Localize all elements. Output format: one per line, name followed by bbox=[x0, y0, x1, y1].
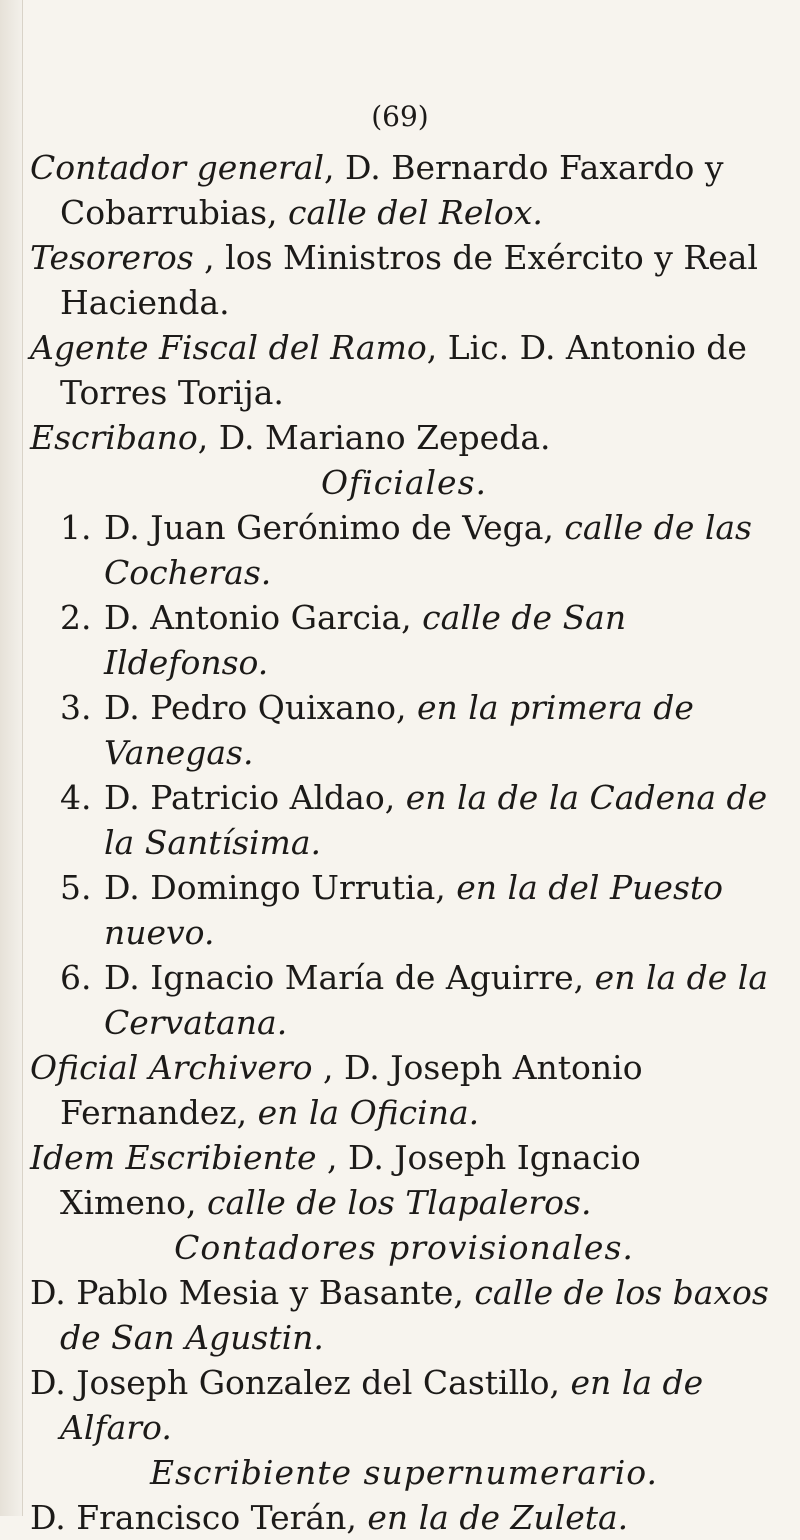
entry-title: Contador general bbox=[30, 148, 325, 187]
document-page bbox=[30, 145, 778, 1540]
list-item: D. Pablo Mesia y Basante, calle de los baxos de San Agustin. bbox=[30, 1273, 769, 1357]
entry-contador: Contador general, D. Bernardo Faxardo y Cobarrubias, calle del Relox. bbox=[30, 148, 724, 232]
entry-text: los Ministros de Exército y Real Hacienda. bbox=[60, 238, 758, 322]
list-item: 6. D. Ignacio María de Aguirre, en la de la Cervatana. bbox=[60, 958, 769, 1042]
entry-escribiente: Idem Escribiente , D. Joseph Ignacio Ximeno, calle de los Tlapaleros. bbox=[30, 1138, 641, 1222]
list-item: 4. D. Patricio Aldao, en la de la Cadena de la Santísima. bbox=[60, 778, 768, 862]
entry-title: Tesoreros bbox=[30, 238, 194, 277]
entry-text: D. Mariano Zepeda. bbox=[218, 418, 551, 457]
entry-title: Escribano bbox=[30, 418, 198, 457]
entry-title: Agente Fiscal del Ramo bbox=[30, 328, 427, 367]
list-item: D. Francisco Terán, en la de Zuleta. bbox=[30, 1498, 629, 1537]
entry-text: D. Bernardo Faxardo y Cobarrubias, bbox=[60, 148, 724, 232]
list-item: 5. D. Domingo Urrutia, en la del Puesto nuevo. bbox=[60, 868, 724, 952]
entry-agente: Agente Fiscal del Ramo, Lic. D. Antonio de Torres Torija. bbox=[30, 328, 747, 412]
supernumerario-heading: Escribiente supernumerario. bbox=[149, 1453, 659, 1492]
oficiales-heading: Oficiales. bbox=[320, 463, 488, 502]
contadores-heading: Contadores provisionales. bbox=[174, 1228, 634, 1267]
entry-text: Lic. D. Antonio de Torres Torija. bbox=[60, 328, 747, 412]
list-item: D. Joseph Gonzalez del Castillo, en la de Alfaro. bbox=[30, 1363, 704, 1447]
list-item: 1. D. Juan Gerónimo de Vega, calle de las Cocheras. bbox=[60, 508, 752, 592]
list-item: 2. D. Antonio Garcia, calle de San Ildefonso. bbox=[60, 598, 627, 682]
entry-escribano: Escribano, D. Mariano Zepeda. bbox=[30, 418, 551, 457]
page-number: (69) bbox=[371, 100, 429, 133]
list-item: 3. D. Pedro Quixano, en la primera de Vanegas. bbox=[60, 688, 694, 772]
binding-gutter bbox=[0, 0, 23, 1516]
entry-tesoreros: Tesoreros , los Ministros de Exército y Real Hacienda. bbox=[30, 238, 758, 322]
entry-location: calle del Relox. bbox=[288, 193, 543, 232]
entry-archivero: Oficial Archivero , D. Joseph Antonio Fernandez, en la Oficina. bbox=[30, 1048, 643, 1132]
